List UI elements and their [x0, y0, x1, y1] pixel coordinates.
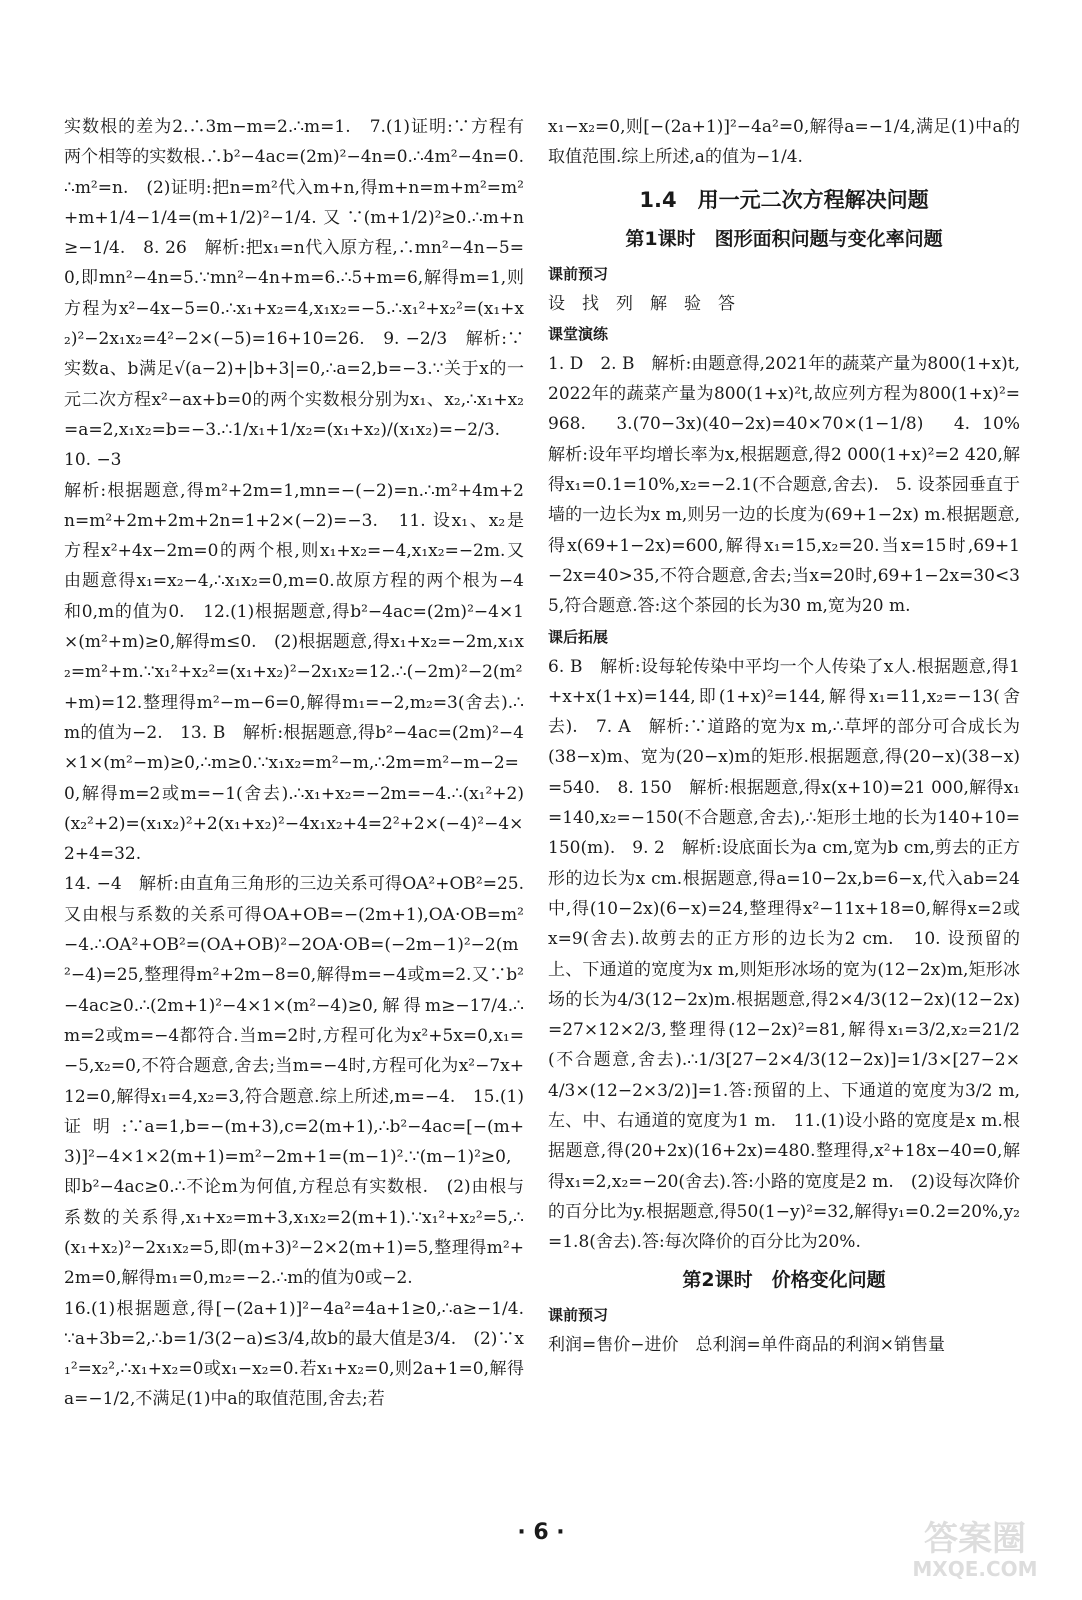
class-practice-answers: 1. D 2. B 解析:由题意得,2021年的蔬菜产量为800(1+x)t,2022年的蔬菜产量为800(1+x)²t,故应列方程为800(1+x)²=968. 3.(70−3x)(40−2x)=40×70×(1−1/8) 4. 10% 解析:设年平均增长率为x,根据题意,得2 000(1+x)²=2 420,解得x₁=0.1=10%,x₂=−2.1(不合题意,舍去). 5. 设茶园垂直于墙的一边长为x m,则另一边的长度为(69+1−2x) m.根据题意,得x(69+1−2x)=600,解得x₁=15,x₂=20.当x=15时,69+1−2x=40>35,不符合题意,舍去;当x=20时,69+1−2x=30<35,符合题意.答:这个茶园的长为30 m,宽为20 m.: [548, 353, 1037, 617]
lesson-1-title: 第1课时 图形面积问题与变化率问题: [625, 227, 943, 250]
answer-block-10-13: 解析:根据题意,得m²+2m=1,mn=−(−2)=n.∴m²+4m+2n=m²+2m+2m+2n=1+2×(−2)=−3. 11. 设x₁、x₂是方程x²+4x−2m=0的两个根,则x₁+x₂=−4,x₁x₂=−2m.又由题意得x₁=x₂−4,∴x₁x₂=0,m=0.故原方程的两个根为−4和0,m的值为0. 12.(1)根据题意,得b²−4ac=(2m)²−4×1×(m²+m)≥0,解得m≤0. (2)根据题意,得x₁+x₂=−2m,x₁x₂=m²+m.∵x₁²+x₂²=(x₁+x₂)²−2x₁x₂=12.∴(−2m)²−2(m²+m)=12.整理得m²−m−6=0,解得m₁=−2,m₂=3(舍去).∴m的值为−2. 13. B 解析:根据题意,得b²−4ac=(2m)²−4×1×(m²−m)≥0,∴m≥0.∵x₁x₂=m²−m,∴2m=m²−m−2=0,解得m=2或m=−1(舍去).∴x₁+x₂=−2m=−4.∴(x₁²+2)(x₂²+2)=(x₁x₂)²+2(x₁+x₂)²−4x₁x₂+4=2²+2×(−4)²−4×2+4=32.: [64, 480, 524, 865]
preview-answer: 设 找 列 解 验 答: [548, 293, 735, 314]
right-column: [548, 112, 1037, 1360]
watermark-logo: [890, 1512, 1060, 1582]
preview-2-answer: 利润=售价−进价 总利润=单件商品的利润×销售量: [548, 1334, 945, 1355]
answer-block-16: 16.(1)根据题意,得[−(2a+1)]²−4a²=4a+1≥0,∴a≥−1/4.∵a+3b=2,∴b=1/3(2−a)≤3/4,故b的最大值是3/4. (2)∵x₁²=x₂²,∴x₁+x₂=0或x₁−x₂=0.若x₁+x₂=0,则2a+1=0,解得a=−1/2,不满足(1)中a的取值范围,舍去;若: [64, 1298, 524, 1410]
label-preview-2: 课前预习: [548, 1305, 609, 1324]
section-title: 1.4 用一元二次方程解决问题: [639, 187, 929, 212]
page-number: · 6 ·: [517, 1520, 565, 1545]
label-preview: 课前预习: [548, 264, 609, 283]
answer-block-7-10: 实数根的差为2.∴3m−m=2.∴m=1. 7.(1)证明:∵方程有两个相等的实数根.∴b²−4ac=(2m)²−4n=0.∴4m²−4n=0.∴m²=n. (2)证明:把n=m²代入m+n,得m+n=m+m²=m²+m+1/4−1/4=(m+1/2)²−1/4.又∵(m+1/2)²≥0.∴m+n≥−1/4. 8. 26 解析:把x₁=n代入原方程,∴mn²−4n−5=0,即mn²−4n=5.∵mn²−4n+m=6.∴5+m=6,解得m=1,则方程为x²−4x−5=0.∴x₁+x₂=4,x₁x₂=−5.∴x₁²+x₂²=(x₁+x₂)²−2x₁x₂=4²−2×(−5)=16+10=26. 9. −2/3 解析:∵实数a、b满足√(a−2)+|b+3|=0,∴a=2,b=−3.∵关于x的一元二次方程x²−ax+b=0的两个实数根分别为x₁、x₂,∴x₁+x₂=a=2,x₁x₂=b=−3.∴1/x₁+1/x₂=(x₁+x₂)/(x₁x₂)=−2/3. 10. −3: [64, 117, 524, 471]
answer-16-continuation: x₁−x₂=0,则[−(2a+1)]²−4a²=0,解得a=−1/4,满足(1)中a的取值范围.综上所述,a的值为−1/4.: [548, 117, 1020, 168]
left-column: [64, 112, 524, 1415]
label-class-practice: 课堂演练: [548, 324, 609, 343]
watermark-en: MXQE.COM: [912, 1557, 1038, 1581]
lesson-2-title: 第2课时 价格变化问题: [682, 1268, 886, 1291]
label-after-class: 课后拓展: [548, 627, 609, 646]
answer-block-14-15: 14. −4 解析:由直角三角形的三边关系可得OA²+OB²=25.又由根与系数的关系可得OA+OB=−(2m+1),OA·OB=m²−4.∴OA²+OB²=(OA+OB)²−2OA·OB=(−2m−1)²−2(m²−4)=25,整理得m²+2m−8=0,解得m=−4或m=2.又∵b²−4ac≥0.∴(2m+1)²−4×1×(m²−4)≥0,解得m≥−17/4.∴m=2或m=−4都符合.当m=2时,方程可化为x²+5x=0,x₁=−5,x₂=0,不符合题意,舍去;当m=−4时,方程可化为x²−7x+12=0,解得x₁=4,x₂=3,符合题意.综上所述,m=−4. 15.(1)证明:∵a=1,b=−(m+3),c=2(m+1),∴b²−4ac=[−(m+3)]²−4×1×2(m+1)=m²−2m+1=(m−1)².∵(m−1)²≥0,即b²−4ac≥0.∴不论m为何值,方程总有实数根. (2)由根与系数的关系得,x₁+x₂=m+3,x₁x₂=2(m+1).∵x₁²+x₂²=5,∴(x₁+x₂)²−2x₁x₂=5,即(m+3)²−2×2(m+1)=5,整理得m²+2m=0,解得m₁=0,m₂=−2.∴m的值为0或−2.: [64, 874, 524, 1289]
after-class-answers: 6. B 解析:设每轮传染中平均一个人传染了x人.根据题意,得1+x+x(1+x)=144,即(1+x)²=144,解得x₁=11,x₂=−13(舍去). 7. A 解析:∵道路的宽为x m,∴草坪的部分可合成长为(38−x)m、宽为(20−x)m的矩形.根据题意,得(20−x)(38−x)=540. 8. 150 解析:根据题意,得x(x+10)=21 000,解得x₁=140,x₂=−150(不合题意,舍去),∴矩形土地的长为140+10=150(m). 9. 2 解析:设底面长为a cm,宽为b cm,剪去的正方形的边长为x cm.根据题意,得a=10−2x,b=6−x,代入ab=24中,得(10−2x)(6−x)=24,整理得x²−11x+18=0,解得x=2或x=9(舍去).故剪去的正方形的边长为2 cm. 10. 设预留的上、下通道的宽度为x m,则矩形冰场的宽为(12−2x)m,矩形冰场的长为4/3(12−2x)m.根据题意,得2×4/3(12−2x)(12−2x)=27×12×2/3,整理得(12−2x)²=81,解得x₁=3/2,x₂=21/2(不合题意,舍去).∴1/3[27−2×4/3(12−2x)]=1/3×[27−2×4/3×(12−2×3/2)]=1.答:预留的上、下通道的宽度为3/2 m,左、中、右通道的宽度为1 m. 11.(1)设小路的宽度是x m.根据题意,得(20+2x)(16+2x)=480.整理得,x²+18x−40=0,解得x₁=2,x₂=−20(舍去).答:小路的宽度是2 m. (2)设每次降价的百分比为y.根据题意,得50(1−y)²=32,解得y₁=0.2=20%,y₂=1.8(舍去).答:每次降价的百分比为20%.: [548, 656, 1020, 1253]
watermark-cn: 答案圈: [924, 1519, 1026, 1559]
